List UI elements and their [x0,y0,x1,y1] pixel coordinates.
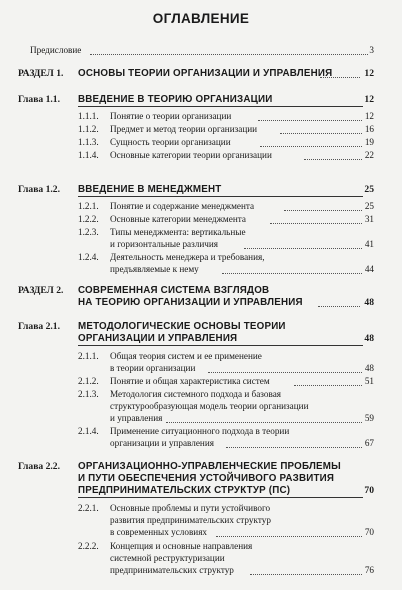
item-text: в современных условиях [110,527,208,537]
page-number: 70 [364,527,374,537]
item-text: Основные категории менеджмента [110,214,246,224]
item-text: в теории организации [110,363,196,373]
chapter-label: Глава 2.2. [18,461,60,472]
page-number: 48 [364,333,374,344]
section-title: СОВРЕМЕННАЯ СИСТЕМА ВЗГЛЯДОВ [78,285,270,296]
item-text: системной реструктуризации [110,553,225,563]
chapter-title: ПРЕДПРИНИМАТЕЛЬСКИХ СТРУКТУР (ПС) [78,485,291,496]
item-number: 2.2.1. [78,503,99,513]
item-number: 1.1.2. [78,124,99,134]
item-number: 2.1.4. [78,426,99,436]
page-number: 22 [364,150,374,160]
item-text: Методология системного подхода и базовая [110,389,281,399]
item-text: Понятие о теории организации [110,111,232,121]
chapter-title: МЕТОДОЛОГИЧЕСКИЕ ОСНОВЫ ТЕОРИИ [78,321,286,332]
leader-dots [304,159,362,160]
page-number: 3 [369,45,374,55]
chapter-underline [78,196,363,197]
page-number: 70 [364,485,374,496]
page-number: 59 [364,413,374,423]
chapter-label: Глава 1.1. [18,94,60,105]
leader-dots [222,273,362,274]
section-label: РАЗДЕЛ 1. [18,68,64,79]
item-text: Предмет и метод теории организации [110,124,258,134]
leader-dots [216,536,362,537]
leader-dots [166,422,362,423]
item-text: Типы менеджмента: вертикальные [110,227,246,237]
item-number: 1.2.3. [78,227,99,237]
item-text: Понятие и общая характеристика систем [110,376,270,386]
item-text: Понятие и содержание менеджмента [110,201,255,211]
item-text: и управления [110,413,163,423]
leader-dots [244,248,362,249]
item-text: и горизонтальные различия [110,239,219,249]
page-number: 19 [364,137,374,147]
chapter-label: Глава 1.2. [18,184,60,195]
section-title: ОСНОВЫ ТЕОРИИ ОРГАНИЗАЦИИ И УПРАВЛЕНИЯ [78,68,333,79]
item-number: 2.1.2. [78,376,99,386]
page-number: 48 [364,363,374,373]
item-text: Концепция и основные направления [110,541,253,551]
leader-dots [320,77,360,78]
page-number: 12 [364,111,374,121]
item-text: Сущность теории организации [110,137,231,147]
page-number: 44 [364,264,374,274]
page-number: 12 [364,68,374,79]
item-text: предпринимательских структур [110,565,234,575]
page-number: 16 [364,124,374,134]
section-label: РАЗДЕЛ 2. [18,285,64,296]
chapter-title: ОРГАНИЗАЦИИ И УПРАВЛЕНИЯ [78,333,238,344]
item-text: Деятельность менеджера и требования, [110,252,265,262]
page-number: 48 [364,297,374,308]
chapter-title: ВВЕДЕНИЕ В МЕНЕДЖМЕНТ [78,184,222,195]
item-number: 2.1.1. [78,351,99,361]
chapter-title: И ПУТИ ОБЕСПЕЧЕНИЯ УСТОЙЧИВОГО РАЗВИТИЯ [78,473,335,484]
page-title: ОГЛАВЛЕНИЕ [152,11,250,26]
page-number: 25 [364,184,374,195]
page-number: 51 [364,376,374,386]
chapter-label: Глава 2.1. [18,321,60,332]
leader-dots [284,210,362,211]
page-number: 76 [364,565,374,575]
item-text: структурообразующая модель теории организации [110,401,309,411]
page-number: 12 [364,94,374,105]
chapter-underline [78,345,363,346]
item-number: 1.1.1. [78,111,99,121]
item-number: 1.2.2. [78,214,99,224]
leader-dots [258,120,362,121]
item-text: Основные проблемы и пути устойчивого [110,503,271,513]
chapter-title: ОРГАНИЗАЦИОННО-УПРАВЛЕНЧЕСКИЕ ПРОБЛЕМЫ [78,461,341,472]
leader-dots [270,223,362,224]
entry-text: Предисловие [30,45,82,55]
page-number: 41 [364,239,374,249]
item-number: 1.1.3. [78,137,99,147]
item-number: 1.2.1. [78,201,99,211]
item-text: предъявляемые к нему [110,264,199,274]
leader-dots [208,372,362,373]
section-title: НА ТЕОРИЮ ОРГАНИЗАЦИИ И УПРАВЛЕНИЯ [78,297,303,308]
page-number: 25 [364,201,374,211]
item-text: Основные категории теории организации [110,150,272,160]
item-number: 2.1.3. [78,389,99,399]
page-number: 67 [364,438,374,448]
leader-dots [294,385,362,386]
leader-dots [250,574,362,575]
chapter-underline [78,106,363,107]
item-text: Общая теория систем и ее применение [110,351,262,361]
chapter-title: ВВЕДЕНИЕ В ТЕОРИЮ ОРГАНИЗАЦИИ [78,94,273,105]
chapter-underline [78,497,363,498]
leader-dots [226,447,362,448]
leader-dots [318,306,360,307]
item-number: 2.2.2. [78,541,99,551]
item-text: развития предпринимательских структур [110,515,271,525]
item-number: 1.2.4. [78,252,99,262]
item-number: 1.1.4. [78,150,99,160]
leader-dots [280,133,362,134]
leader-dots [90,54,368,55]
item-text: организации и управления [110,438,214,448]
page-number: 31 [364,214,374,224]
item-text: Применение ситуационного подхода в теории [110,426,290,436]
leader-dots [260,146,362,147]
